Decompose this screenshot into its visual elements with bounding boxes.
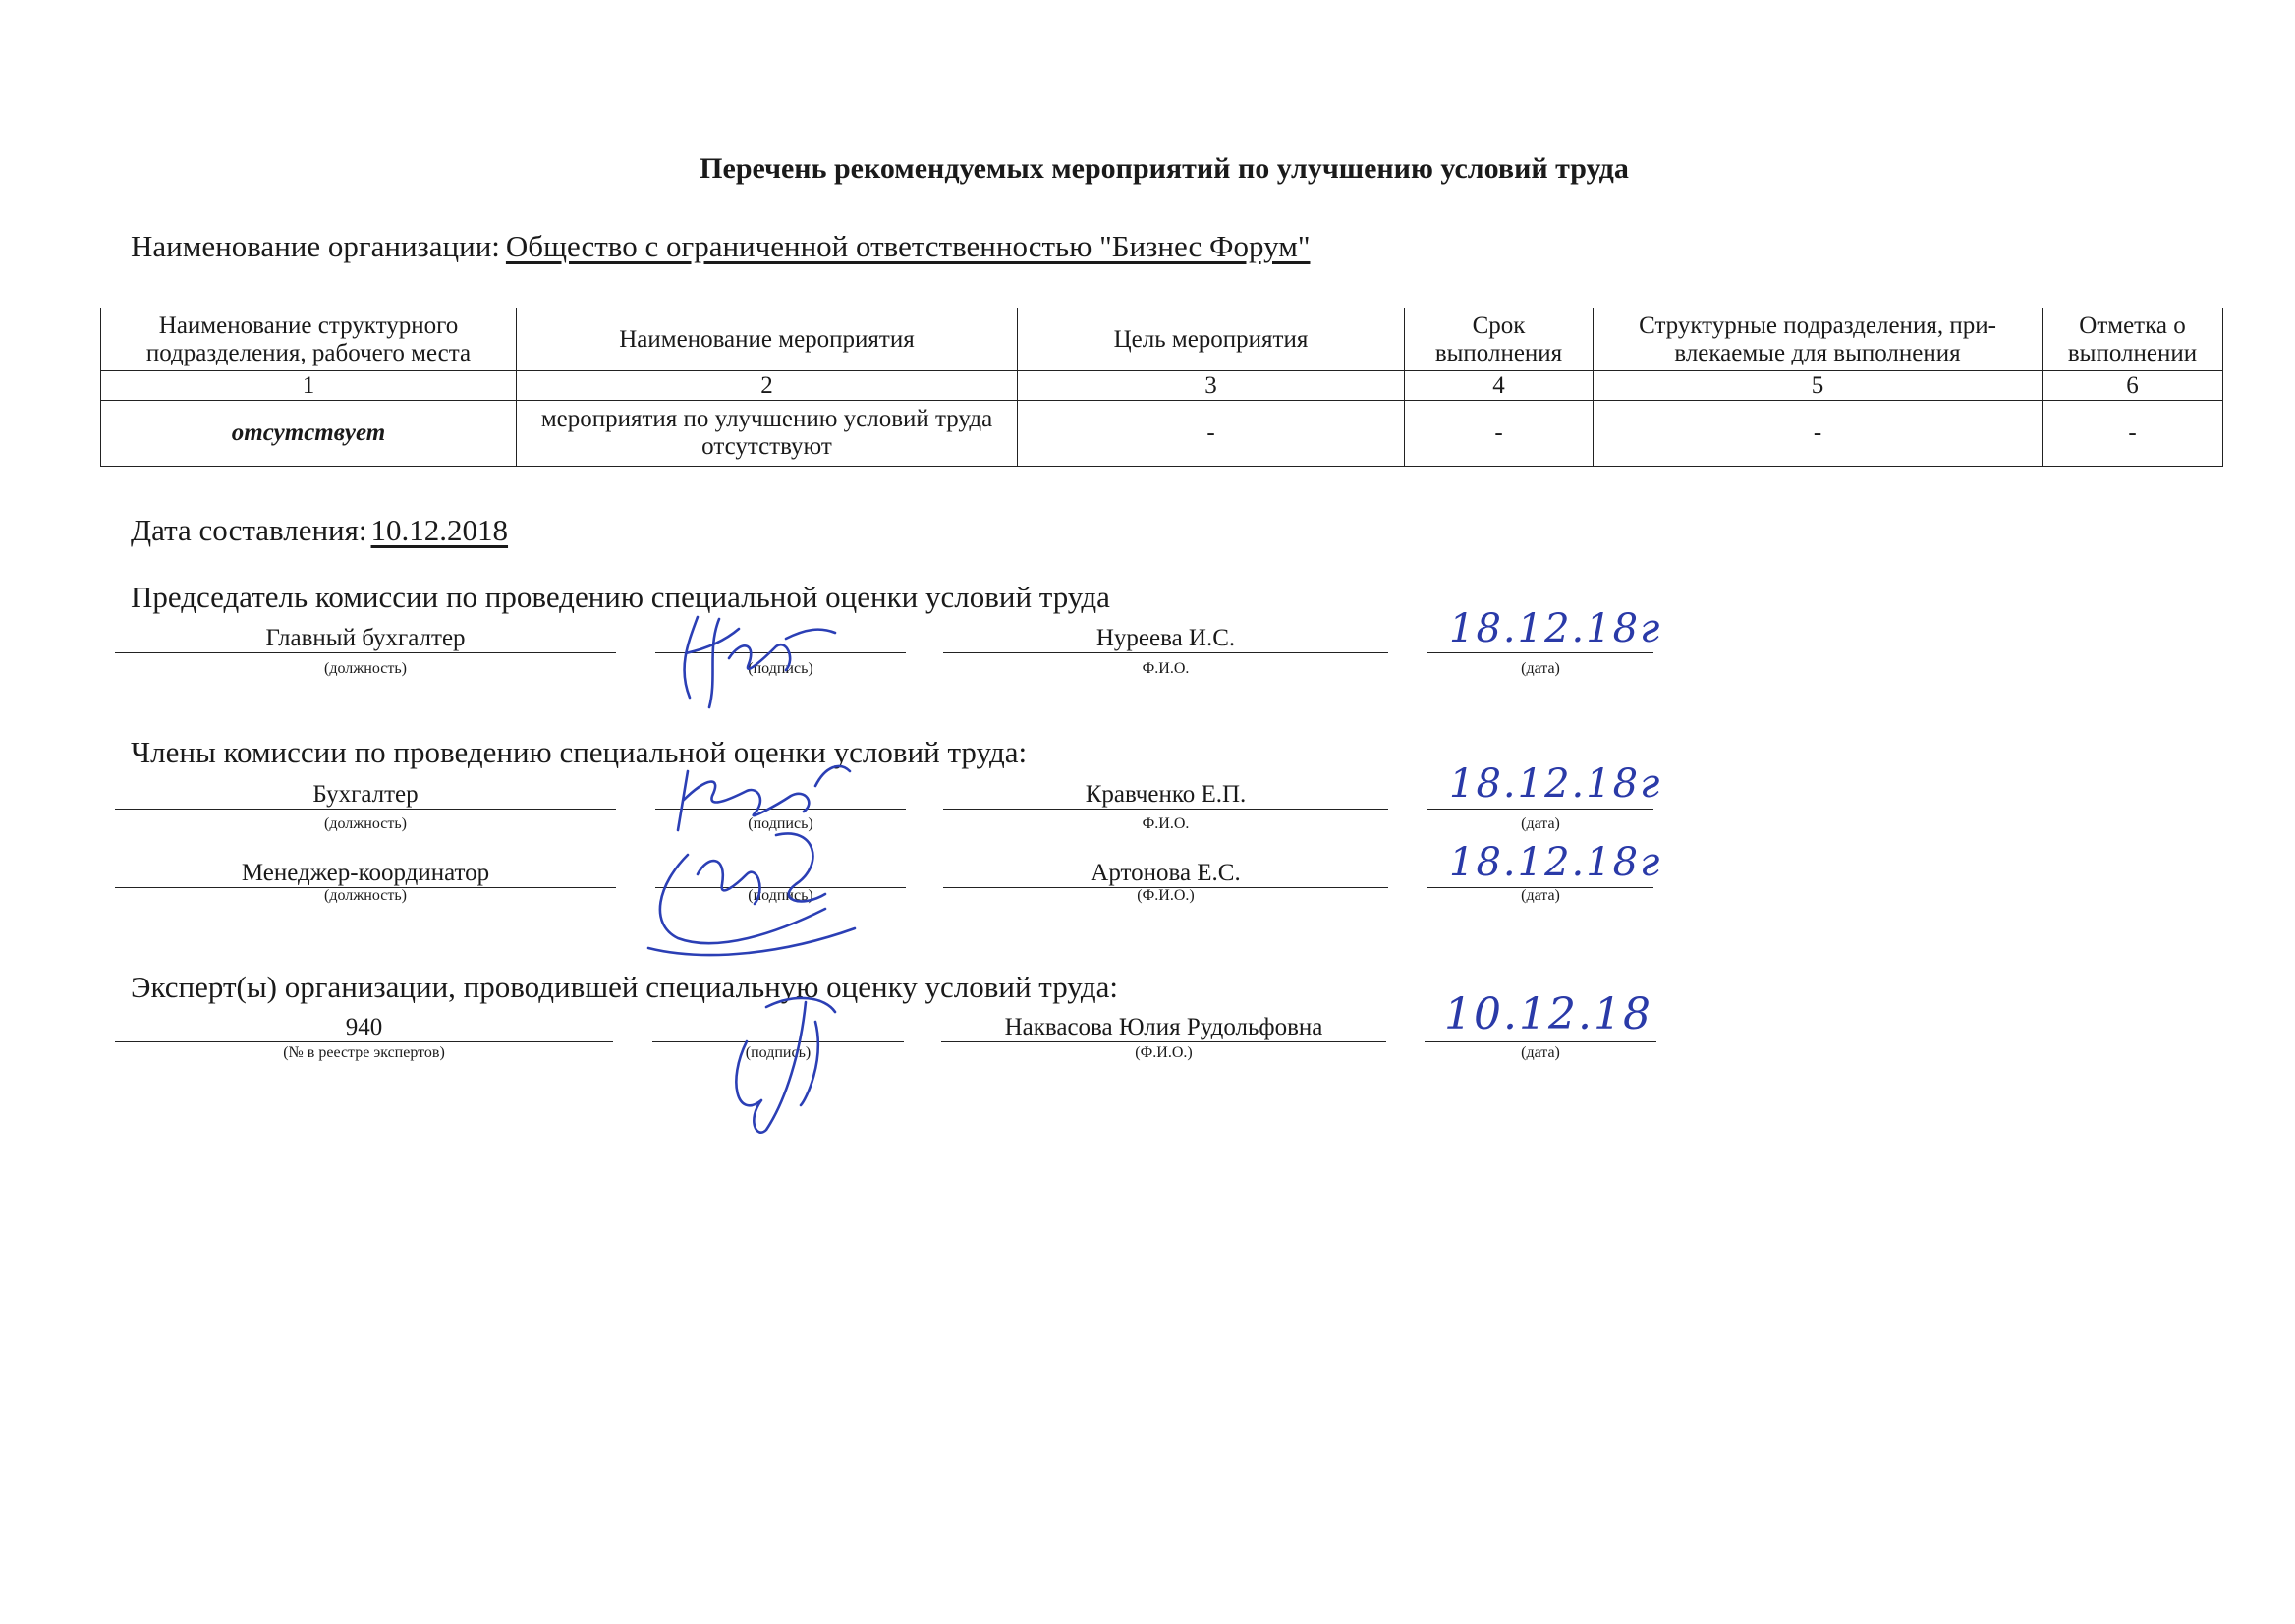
- measures-table: [100, 308, 2223, 467]
- member-signature-artonova: [629, 815, 865, 973]
- organization-line: [131, 229, 1310, 264]
- caption-signature: (подпись): [745, 1044, 812, 1061]
- column-number: 4: [1405, 371, 1594, 401]
- chairman-heading: Председатель комиссии по проведению специальной оценки условий труда: [131, 580, 1110, 614]
- member-handwritten-date: 18.12.18г: [1449, 761, 1662, 807]
- table-number-row: [101, 371, 2223, 401]
- date-made-label: Дата составления:: [131, 513, 367, 547]
- caption-date: (дата): [1521, 887, 1560, 904]
- caption-date: (дата): [1521, 815, 1560, 832]
- chairman-name: Нуреева И.С.: [943, 625, 1388, 653]
- experts-heading: Эксперт(ы) организации, проводившей специальную оценку условий труда:: [131, 970, 1118, 1004]
- chairman-signature: [648, 599, 845, 717]
- table-header-cell: Срок выполнения: [1405, 308, 1594, 371]
- caption-signature: (подпись): [748, 660, 813, 677]
- members-heading: Члены комиссии по проведению специальной оценки условий труда:: [131, 735, 1028, 769]
- table-cell: отсутствует: [101, 401, 517, 467]
- date-made-line: [131, 513, 508, 548]
- caption-name: (Ф.И.О.): [1137, 887, 1195, 904]
- table-cell: -: [2043, 401, 2223, 467]
- member-name: Кравченко Е.П.: [943, 781, 1388, 810]
- expert-signature: [707, 982, 865, 1140]
- table-cell: мероприятия по улучшению условий труда отсутствуют: [517, 401, 1018, 467]
- caption-position: (должность): [324, 815, 407, 832]
- expert-name: Наквасова Юлия Рудольфовна: [941, 1014, 1386, 1042]
- document-title: Перечень рекомендуемых мероприятий по улучшению условий труда: [700, 152, 1629, 185]
- organization-label: Наименование организации:: [131, 229, 500, 263]
- organization-value: Общество с ограниченной ответственностью "Бизнес Форум": [505, 229, 1311, 263]
- table-header-cell: Наименование мероприятия: [517, 308, 1018, 371]
- caption-name: Ф.И.О.: [1142, 660, 1190, 677]
- caption-name: (Ф.И.О.): [1135, 1044, 1193, 1061]
- column-number: 5: [1594, 371, 2043, 401]
- expert-registry-number: 940: [115, 1014, 613, 1042]
- table-cell: -: [1018, 401, 1405, 467]
- caption-date: (дата): [1521, 660, 1560, 677]
- column-number: 6: [2043, 371, 2223, 401]
- expert-handwritten-date: 10.12.18: [1444, 989, 1652, 1039]
- caption-registry: (№ в реестре экспертов): [283, 1044, 445, 1061]
- caption-position: (должность): [324, 660, 407, 677]
- member-position: Бухгалтер: [115, 781, 616, 810]
- caption-signature: (подпись): [748, 887, 813, 904]
- member-position: Менеджер-координатор: [115, 860, 616, 888]
- table-header-cell: Структурные подразделения, при-влекаемые для выполнения: [1594, 308, 2043, 371]
- caption-signature: (подпись): [748, 815, 813, 832]
- table-header-cell: Отметка о выполнении: [2043, 308, 2223, 371]
- table-cell: -: [1594, 401, 2043, 467]
- chairman-position: Главный бухгалтер: [115, 625, 616, 653]
- caption-position: (должность): [324, 887, 407, 904]
- caption-date: (дата): [1521, 1044, 1560, 1061]
- column-number: 2: [517, 371, 1018, 401]
- date-made-value: 10.12.2018: [370, 513, 509, 547]
- table-header-cell: Цель мероприятия: [1018, 308, 1405, 371]
- member-handwritten-date: 18.12.18г: [1449, 840, 1662, 885]
- table-row: [101, 401, 2223, 467]
- member-name: Артонова Е.С.: [943, 860, 1388, 888]
- table-header-cell: Наименование структурного подразделения, рабочего места: [101, 308, 517, 371]
- chairman-handwritten-date: 18.12.18г: [1449, 606, 1662, 651]
- column-number: 3: [1018, 371, 1405, 401]
- table-cell: -: [1405, 401, 1594, 467]
- table-header-row: [101, 308, 2223, 371]
- column-number: 1: [101, 371, 517, 401]
- caption-name: Ф.И.О.: [1142, 815, 1190, 832]
